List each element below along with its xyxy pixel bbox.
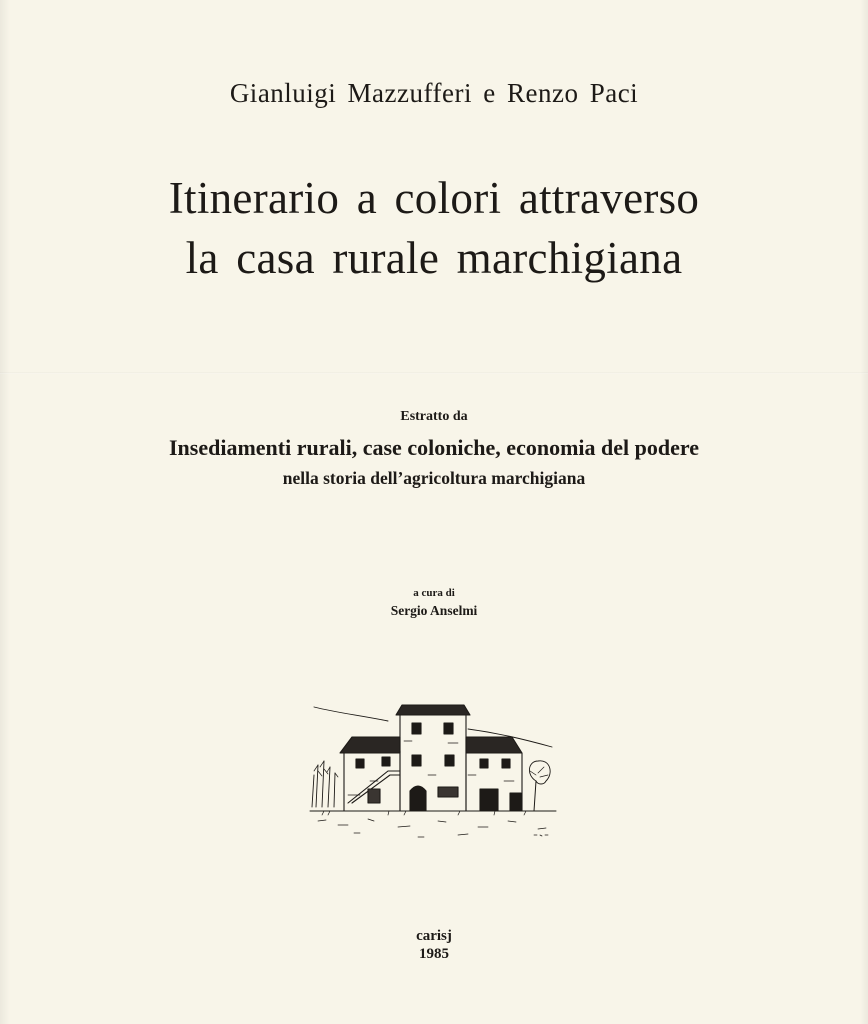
publication-year: 1985 [419, 946, 449, 962]
farmhouse-drawing [308, 695, 558, 845]
publisher: carisj [416, 928, 452, 944]
source-book-title: Insediamenti rurali, case coloniche, economia del podere [169, 435, 699, 460]
paper-edge-right [860, 0, 868, 1024]
paper-fold [0, 372, 868, 374]
authors: Gianluigi Mazzufferi e Renzo Paci [229, 78, 639, 108]
cover-title-line-2: la casa rurale marchigiana [185, 233, 683, 283]
curator-label: a cura di [413, 587, 455, 599]
cover-title [0, 168, 868, 288]
curator-name: Sergio Anselmi [390, 603, 478, 618]
paper-edge-left [0, 0, 10, 1024]
extract-label: Estratto da [400, 409, 468, 424]
cover-title-line-1: Itinerario a colori attraverso [168, 173, 700, 223]
source-book-subtitle: nella storia dell’agricoltura marchigiana [282, 468, 586, 488]
